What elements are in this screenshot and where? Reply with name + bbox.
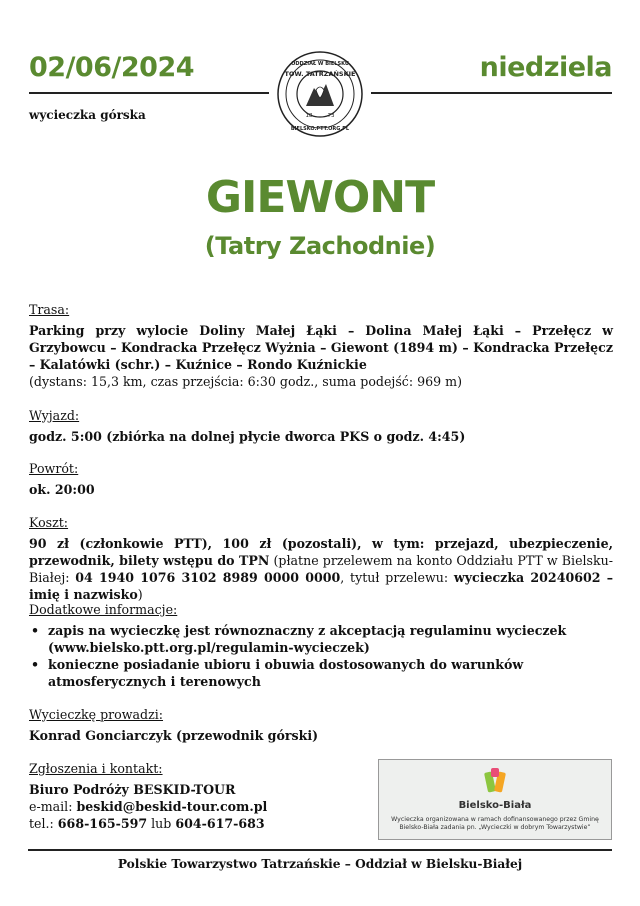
contact-org: Biuro Podróży BESKID-TOUR <box>29 782 236 797</box>
guide-text: Konrad Gonciarczyk (przewodnik górski) <box>29 728 319 743</box>
footer-text: Polskie Towarzystwo Tatrzańskie – Oddział w Bielsku-Białej <box>117 857 523 871</box>
section-label: Wyjazd: <box>29 408 80 423</box>
section-label: Zgłoszenia i kontakt: <box>29 761 163 776</box>
phone-1[interactable]: 668-165-597 <box>57 816 148 831</box>
route-details: (dystans: 15,3 km, czas przejścia: 6:30 godz., suma podejść: 969 m) <box>29 374 462 389</box>
trip-kind: wycieczka górska <box>29 108 146 122</box>
date: 02/06/2024 <box>29 52 195 83</box>
day-of-week: niedziela <box>479 52 612 83</box>
svg-text:ODDZIAŁ W BIELSKU: ODDZIAŁ W BIELSKU <box>291 61 349 67</box>
section-kontakt <box>29 760 359 832</box>
svg-text:BIELSKO.PTT.ORG.PL: BIELSKO.PTT.ORG.PL <box>290 126 350 132</box>
section-trasa <box>29 301 613 390</box>
section-label: Wycieczkę prowadzi: <box>29 707 164 722</box>
contact-email-row: e-mail: beskid@beskid-tour.com.pl <box>29 799 268 814</box>
route-text: Parking przy wylocie Doliny Małej Łąki – Dolina Małej Łąki – Przełęcz w Grzybowcu – Kondracka Przełęcz Wyżnia – Giewont (1894 m) – Kondracka Przełęcz – Kalatówki (schr.) – Kuźnice – Rondo Kuźnickie <box>29 323 613 372</box>
svg-text:18: 18 <box>305 113 313 119</box>
ptt-logo <box>276 50 364 138</box>
page-title: GIEWONT <box>205 172 435 223</box>
phone-2[interactable]: 604-617-683 <box>175 816 265 831</box>
contact-phone-row: tel.: 668-165-597 lub 604-617-683 <box>29 816 265 831</box>
section-label: Dodatkowe informacje: <box>29 602 178 617</box>
info-list <box>29 622 613 690</box>
section-label: Koszt: <box>29 515 69 530</box>
page-subtitle: (Tatry Zachodnie) <box>204 232 436 260</box>
departure-text: godz. 5:00 (zbiórka na dolnej płycie dworca PKS o godz. 4:45) <box>29 429 466 444</box>
sponsor-name: Bielsko-Biała <box>458 800 532 811</box>
transfer-title: wycieczka 20240602 – imię i nazwisko <box>29 570 613 602</box>
section-powrot <box>29 460 613 498</box>
svg-text:73: 73 <box>327 113 335 119</box>
bullet-icon: • <box>31 657 40 672</box>
header-rule-left <box>29 92 269 94</box>
section-label: Powrót: <box>29 461 79 476</box>
bielsko-biala-logo-icon <box>483 766 509 798</box>
section-koszt <box>29 514 613 603</box>
bank-account: 04 1940 1076 3102 8989 0000 0000 <box>75 570 341 585</box>
list-item: • konieczne posiadanie ubioru i obuwia dostosowanych do warunków atmosferycznych i terenowych <box>31 657 524 689</box>
svg-text:TOW. TATRZAŃSKIE: TOW. TATRZAŃSKIE <box>284 70 356 78</box>
email-link[interactable]: beskid@beskid-tour.com.pl <box>76 799 268 814</box>
list-item: • zapis na wycieczkę jest równoznaczny z akceptacją regulaminu wycieczek (www.bielsko.ptt.org.pl/regulamin-wycieczek) <box>31 623 567 655</box>
sponsor-note: Wycieczka organizowana w ramach dofinansowanego przez Gminę Bielsko-Biała zadania pn. „Wycieczki w dobrym Towarzystwie” <box>391 816 599 831</box>
sponsor-box <box>378 759 612 840</box>
return-text: ok. 20:00 <box>29 482 95 497</box>
header-rule-right <box>371 92 612 94</box>
section-dodatkowe <box>29 601 613 690</box>
section-label: Trasa: <box>29 302 70 317</box>
bullet-icon: • <box>31 623 40 638</box>
section-prowadzi <box>29 706 613 744</box>
section-wyjazd <box>29 407 613 445</box>
cost-text: 90 zł (członkowie PTT), 100 zł (pozostali), w tym: przejazd, ubezpieczenie, przewodnik, bilety wstępu do TPN (płatne przelewem na konto Oddziału PTT w Bielsku-Białej: 04 1940 1076 3102 8989 0000 0000, tytuł przelewu: wycieczka 20240602 – imię i nazwisko) <box>29 536 614 602</box>
footer-rule <box>28 849 612 851</box>
